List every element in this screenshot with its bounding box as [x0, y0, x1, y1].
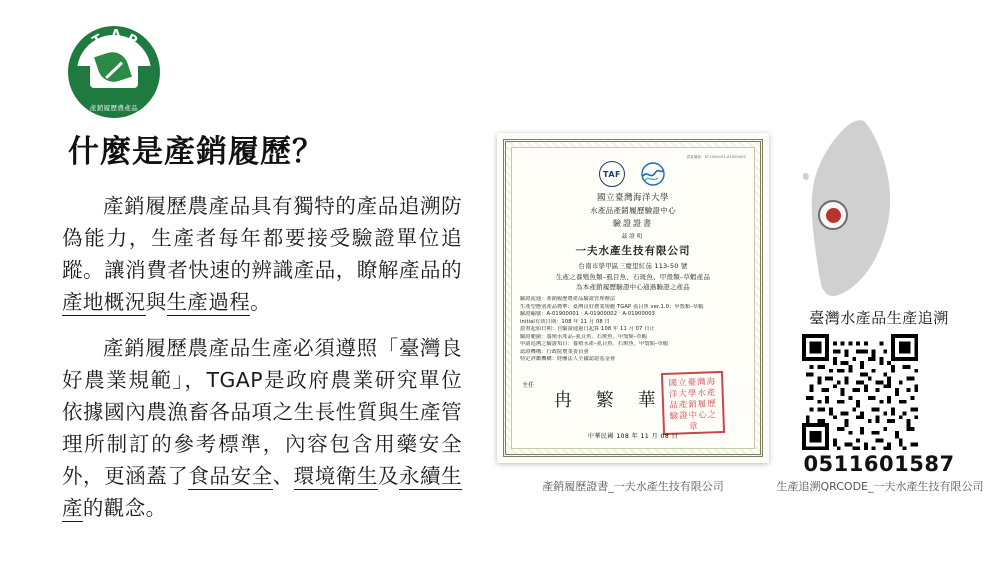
para2-seg-4-underlined: 環境衛生 — [293, 464, 378, 488]
certificate-logos — [520, 161, 746, 187]
tap-letter-t: T — [90, 31, 106, 50]
certificate-detail-row: 驗證流通：產銷履歷農產品驗證管理辦法 — [520, 296, 616, 302]
certificate-detail-rows — [520, 296, 746, 364]
tap-letter-a: A — [111, 28, 123, 43]
para1-seg-1: 產銷履歷農產品具有獨特的產品追溯防偽能力，生產者每年都要接受驗證單位追蹤。讓消費者快速的辨識產品，瞭解產品的 — [62, 194, 462, 282]
certificate-detail-row: 認證機構：行政院農業委員會 — [520, 348, 589, 355]
certificate-detail-row: 驗證範圍：養殖水產品–虱目魚、石斑魚、甲殼類–草蝦 — [520, 333, 648, 340]
qr-caption: 生產追溯QRCODE_一夫水產生技有限公司 — [776, 480, 984, 493]
body-text-column — [62, 190, 462, 538]
certificate-detail-row: 特定評鑑機構：財團法人全國認證基金會 — [520, 356, 616, 362]
para1-seg-5: 。 — [250, 290, 272, 314]
certificate-detail-row: 申請追溯之驗證項目：養殖水產–虱目魚、石斑魚、甲殼類–草蝦 — [520, 341, 669, 347]
para2-seg-5: 及 — [377, 464, 399, 488]
para2-seg-2-underlined: 食品安全 — [188, 464, 273, 488]
production-site-marker — [818, 200, 848, 230]
certificate-detail-row: 生產型態別產品標準：臺灣良好農業規範 TGAP 虱目魚 ver.1.0；甲殼類–草蝦 — [520, 303, 704, 310]
certificate-org: 國立臺灣海洋大學 — [596, 193, 669, 203]
certificate-title: 驗證證書 — [613, 219, 653, 228]
para1-seg-3: 與 — [145, 290, 167, 314]
para2-seg-1: 產銷履歷農產品生產必須遵照「臺灣良好農業規範」，TGAP是政府農業研究單位依據國內農漁畜各品項之生長性質與生產管理所制訂的參考標準，內容包含用藥安全外，更涵蓋了 — [62, 336, 462, 488]
certificate-center: 水產品產銷履歷驗證中心 — [590, 206, 676, 215]
tap-logo — [68, 26, 160, 118]
paragraph-1 — [62, 190, 462, 318]
certificate-signer-label: 主任 — [522, 381, 535, 389]
certificate-detail-row: initial有效日期：108 年 11 月 08 日 — [520, 318, 610, 325]
certificate-caption: 產銷履歷證書_一夫水產生技有限公司 — [542, 480, 724, 493]
certificate-address: 台南市學甲區三慶里紅茄 113-50 號 — [578, 262, 688, 270]
ntou-logo-icon — [639, 161, 667, 187]
tap-logo-caption: 產銷履歷農產品 — [89, 104, 139, 112]
certificate-date: 中華民國 108 年 11 月 08 日 — [587, 432, 679, 440]
para2-seg-6-underlined: 永續生產 — [62, 464, 463, 520]
certificate-subtitle: 茲證明 — [621, 234, 645, 240]
para2-seg-3: 、 — [272, 464, 294, 488]
marker-dot-icon — [826, 208, 841, 223]
certificate-scope-2: 為本產銷履歷驗證中心通過驗證之產品 — [576, 283, 690, 291]
paragraph-2 — [62, 332, 462, 524]
certificate-company: 一夫水產生技有限公司 — [575, 245, 691, 257]
taf-logo-icon: TAF — [599, 161, 625, 187]
certificate-image — [497, 133, 769, 463]
certificate-signer-name: 冉 繁 華 — [554, 389, 665, 411]
certificate-heading-block — [520, 191, 746, 291]
taiwan-map — [790, 118, 920, 303]
certificate-content — [511, 147, 755, 449]
certificate-detail-row: 證書起始日期：自驗證通過日起算 108 年 11 月 07 日止 — [520, 326, 655, 332]
para1-seg-2-underlined: 產地概況 — [62, 290, 146, 314]
qr-code-image — [796, 330, 924, 454]
qr-section-title: 臺灣水產品生產追溯 — [809, 309, 949, 327]
certificate-red-stamp: 國立臺灣海洋大學水產品產銷履歷驗證中心之章 — [661, 370, 725, 434]
para1-seg-4-underlined: 生產過程 — [166, 290, 251, 314]
tap-letter-p: P — [124, 31, 141, 50]
certificate-signature-area — [520, 370, 746, 442]
para2-seg-7: 的觀念。 — [82, 496, 167, 520]
traceability-number: 0511601587 — [803, 452, 955, 476]
page-title: 什麼是產銷履歷？ — [68, 134, 324, 170]
certificate-detail-row: 驗證編號：A-01900001 ‧ A-01900002 ‧ A-01900003 — [520, 311, 656, 317]
certificate-scope: 生產之養殖魚類–虱目魚、石斑魚、甲殼類–草蝦產品 — [555, 273, 711, 281]
certificate-top-code: 證書編號：AT1900001-A1900002 — [686, 155, 746, 159]
